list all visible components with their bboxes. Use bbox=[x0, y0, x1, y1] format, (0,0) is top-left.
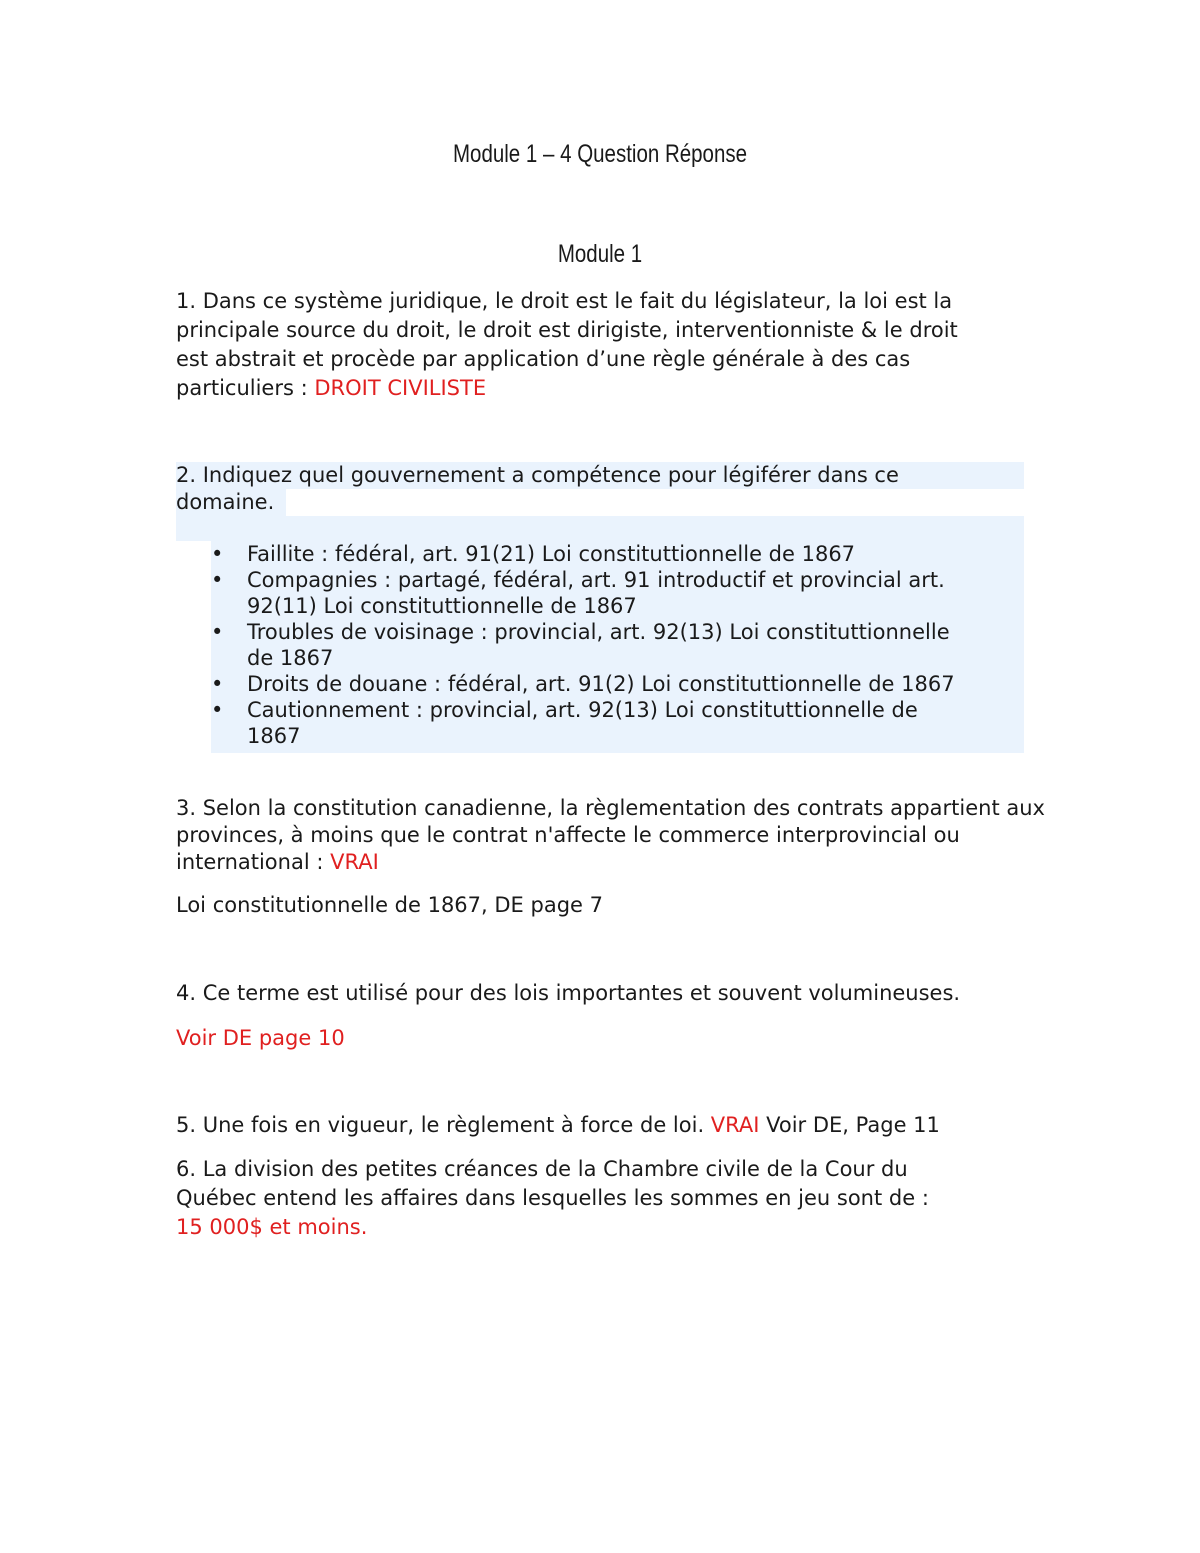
question-1-answer: DROIT CIVILISTE bbox=[314, 376, 487, 400]
question-1-line: principale source du droit, le droit est dirigiste, interventionniste & le droit bbox=[176, 318, 958, 342]
question-5-reference: Voir DE, Page 11 bbox=[759, 1113, 940, 1137]
list-item bbox=[211, 567, 955, 619]
question-3 bbox=[176, 795, 1045, 876]
question-6 bbox=[176, 1155, 929, 1242]
question-4: 4. Ce terme est utilisé pour des lois importantes et souvent volumineuses. bbox=[176, 981, 961, 1005]
question-1-last-line bbox=[176, 374, 958, 403]
question-3-line: provinces, à moins que le contrat n'affecte le commerce interprovincial ou bbox=[176, 823, 960, 847]
list-item bbox=[211, 671, 955, 697]
question-1-line: est abstrait et procède par application d’une règle générale à des cas bbox=[176, 347, 911, 371]
list-item-line: 1867 bbox=[247, 724, 301, 748]
document-title: Module 1 – 4 Question Réponse bbox=[452, 140, 748, 168]
list-item-line: Cautionnement : provincial, art. 92(13) Loi constituttionnelle de bbox=[247, 698, 918, 722]
question-2-line: 2. Indiquez quel gouvernement a compétence pour légiférer dans ce bbox=[176, 463, 899, 487]
list-item bbox=[211, 619, 955, 671]
question-5-answer: VRAI bbox=[710, 1113, 760, 1137]
question-3-line-prefix: international : bbox=[176, 850, 331, 874]
question-2-bullet-list bbox=[211, 541, 955, 749]
bullet-icon: • bbox=[211, 620, 224, 644]
bullet-icon: • bbox=[211, 698, 224, 722]
question-2-highlight bbox=[176, 516, 1024, 541]
question-5 bbox=[176, 1111, 940, 1140]
bullet-icon: • bbox=[211, 542, 224, 566]
question-1-line-prefix: particuliers : bbox=[176, 376, 315, 400]
question-2-line: domaine. bbox=[176, 490, 275, 514]
question-4-answer: Voir DE page 10 bbox=[176, 1026, 345, 1050]
list-item-line: Droits de douane : fédéral, art. 91(2) Loi constituttionnelle de 1867 bbox=[247, 672, 955, 696]
question-3-last-line bbox=[176, 849, 1045, 876]
question-3-answer: VRAI bbox=[330, 850, 379, 874]
list-item bbox=[211, 697, 955, 749]
list-item-line: Troubles de voisinage : provincial, art. 92(13) Loi constituttionnelle bbox=[247, 620, 950, 644]
question-6-line: Québec entend les affaires dans lesquelles les sommes en jeu sont de : bbox=[176, 1186, 929, 1210]
question-5-text: 5. Une fois en vigueur, le règlement à force de loi. bbox=[176, 1113, 711, 1137]
list-item-line: Compagnies : partagé, fédéral, art. 91 introductif et provincial art. bbox=[247, 568, 945, 592]
question-3-line: 3. Selon la constitution canadienne, la règlementation des contrats appartient aux bbox=[176, 796, 1045, 820]
question-1 bbox=[176, 287, 958, 403]
list-item bbox=[211, 541, 955, 567]
bullet-icon: • bbox=[211, 568, 224, 592]
question-3-reference: Loi constitutionnelle de 1867, DE page 7 bbox=[176, 893, 603, 917]
question-6-line: 6. La division des petites créances de la Chambre civile de la Cour du bbox=[176, 1157, 908, 1181]
list-item-line: de 1867 bbox=[247, 646, 334, 670]
question-6-answer: 15 000$ et moins. bbox=[176, 1215, 368, 1239]
list-item-line: Faillite : fédéral, art. 91(21) Loi constituttionnelle de 1867 bbox=[247, 542, 856, 566]
bullet-icon: • bbox=[211, 672, 224, 696]
question-2 bbox=[176, 462, 899, 516]
list-item-line: 92(11) Loi constituttionnelle de 1867 bbox=[247, 594, 637, 618]
question-1-line: 1. Dans ce système juridique, le droit est le fait du législateur, la loi est la bbox=[176, 289, 953, 313]
module-heading: Module 1 bbox=[557, 240, 643, 268]
